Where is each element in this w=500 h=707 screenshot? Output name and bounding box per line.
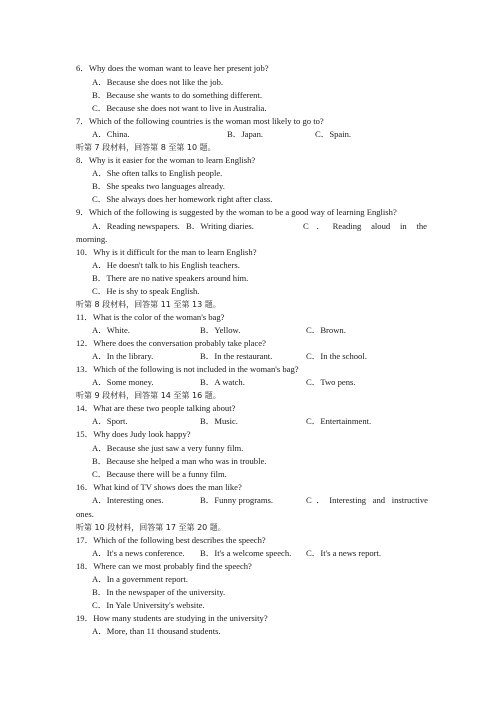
question-8-stem: 8．Why is it easier for the woman to learn English? xyxy=(76,155,256,165)
question-8-option-c: C．She always does her homework right after class. xyxy=(92,194,273,204)
question-16-option-b: B．Funny programs. xyxy=(200,495,274,505)
question-18-option-c: C．In Yale University's website. xyxy=(92,600,205,610)
question-15-option-c: C．Because there will be a funny film. xyxy=(92,469,227,479)
question-13-stem: 13．Which of the following is not included in the woman's bag? xyxy=(76,364,299,374)
question-12-option-c: C．In the school. xyxy=(306,351,367,361)
question-16-option-a: A．Interesting ones. xyxy=(92,495,164,505)
question-10-option-a: A．He doesn't talk to his English teachers. xyxy=(92,260,240,270)
question-9-option-a: A．Reading newspapers. xyxy=(92,221,180,231)
question-6-stem: 6．Why does the woman want to leave her present job? xyxy=(76,63,269,73)
question-14-option-b: B．Music. xyxy=(200,416,238,426)
question-9-option-b: B．Writing diaries. xyxy=(186,221,254,231)
question-12-option-b: B．In the restaurant. xyxy=(200,351,273,361)
question-11-option-b: B．Yellow. xyxy=(200,325,241,335)
question-15-option-a: A．Because she just saw a very funny film. xyxy=(92,443,244,453)
question-11-option-a: A．White. xyxy=(92,325,130,335)
question-10-option-b: B．There are no native speakers around him. xyxy=(92,273,249,283)
section-8-heading: 听第 8 段材料，回答第 11 至第 13 题。 xyxy=(76,300,221,309)
section-9-heading: 听第 9 段材料，回答第 14 至第 16 题。 xyxy=(76,391,221,400)
question-19-option-a: A．More, than 11 thousand students. xyxy=(92,626,221,636)
question-18-stem: 18．Where can we most probably find the speech? xyxy=(76,561,252,571)
question-7-stem: 7．Which of the following countries is the woman most likely to go to? xyxy=(76,116,324,126)
question-10-stem: 10．Why is it difficult for the man to learn English? xyxy=(76,247,257,257)
question-14-option-a: A．Sport. xyxy=(92,416,128,426)
question-11-stem: 11．What is the color of the woman's bag? xyxy=(76,312,225,322)
question-6-option-b: B．Because she wants to do something different. xyxy=(92,90,263,100)
section-10-heading: 听第 10 段材料，回答第 17 至第 20 题。 xyxy=(76,523,226,532)
question-17-option-a: A．It's a news conference. xyxy=(92,548,185,558)
question-18-option-a: A．In a government report. xyxy=(92,574,188,584)
question-13-option-a: A．Some money. xyxy=(92,377,154,387)
question-10-option-c: C．He is shy to speak English. xyxy=(92,286,200,296)
question-6-option-c: C．Because she does not want to live in Australia. xyxy=(92,103,267,113)
question-17-option-c: C．It's a news report. xyxy=(306,548,382,558)
question-9-stem: 9．Which of the following is suggested by the woman to be a good way of learning English? xyxy=(76,207,397,217)
question-9-option-c: C．Reading aloud in the xyxy=(303,221,427,231)
question-16-option-c: C．Interesting and instructive xyxy=(306,495,428,505)
question-9-option-c-continued: morning. xyxy=(76,234,108,244)
section-7-heading: 听第 7 段材料，回答第 8 至第 10 题。 xyxy=(76,143,216,152)
question-8-option-a: A．She often talks to English people. xyxy=(92,168,223,178)
question-12-stem: 12．Where does the conversation probably take place? xyxy=(76,338,266,348)
question-13-option-b: B．A watch. xyxy=(200,377,245,387)
question-16-option-c-continued: ones. xyxy=(76,509,94,519)
question-7-option-a: A．China. xyxy=(92,129,130,139)
question-13-option-c: C．Two pens. xyxy=(306,377,356,387)
question-14-option-c: C．Entertainment. xyxy=(306,416,372,426)
question-6-option-a: A．Because she does not like the job. xyxy=(92,77,224,87)
question-18-option-b: B．In the newspaper of the university. xyxy=(92,587,226,597)
question-17-option-b: B．It's a welcome speech. xyxy=(200,548,292,558)
question-8-option-b: B．She speaks two languages already. xyxy=(92,181,225,191)
question-19-stem: 19．How many students are studying in the university? xyxy=(76,613,268,623)
question-14-stem: 14．What are these two people talking about? xyxy=(76,403,236,413)
question-17-stem: 17．Which of the following best describes the speech? xyxy=(76,535,266,545)
question-7-option-c: C．Spain. xyxy=(315,129,352,139)
question-15-stem: 15．Why does Judy look happy? xyxy=(76,429,191,439)
question-16-stem: 16．What kind of TV shows does the man like? xyxy=(76,482,242,492)
question-11-option-c: C．Brown. xyxy=(306,325,346,335)
question-15-option-b: B．Because she helped a man who was in trouble. xyxy=(92,456,267,466)
question-7-option-b: B．Japan. xyxy=(227,129,264,139)
question-12-option-a: A．In the library. xyxy=(92,351,154,361)
